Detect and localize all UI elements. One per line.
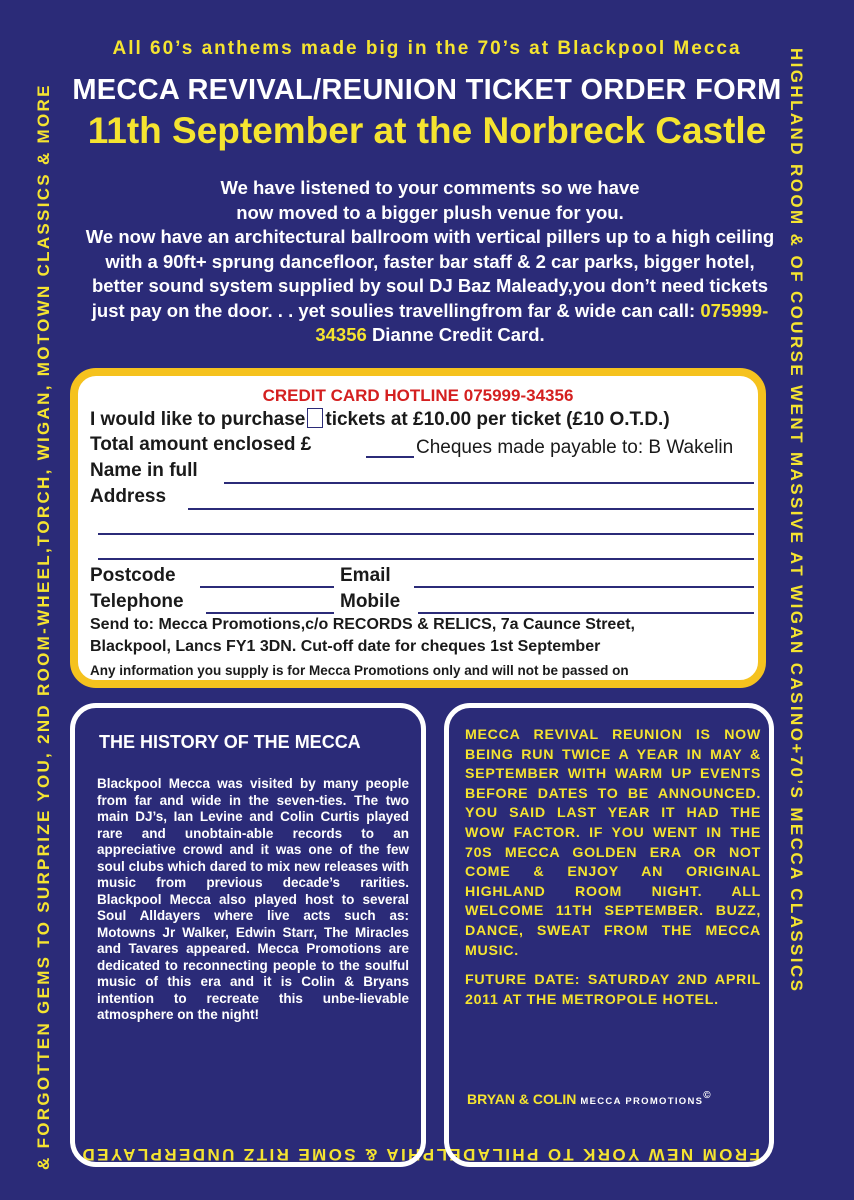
total-row	[90, 434, 311, 456]
address-label: Address	[90, 486, 167, 507]
intro-line-2: now moved to a bigger plush venue for you.	[236, 201, 624, 223]
address-field-3[interactable]	[98, 558, 754, 560]
history-title: THE HISTORY OF THE MECCA	[99, 732, 361, 752]
ticket-quantity-box[interactable]	[307, 408, 323, 428]
border-text-right: HIGHLAND ROOM & OF COURSE WENT MASSIVE AT WIGAN CASINO+70’S MECCA CLASSICS	[787, 48, 806, 994]
border-text-bottom: FROM NEW YORK TO PHILADELPHIA & SOME RITZ UNDERPLAYED	[80, 1145, 760, 1164]
border-text-top: All 60’s anthems made big in the 70’s at Blackpool Mecca	[112, 38, 742, 59]
send-to-line-1: Send to: Mecca Promotions,c/o RECORDS & RELICS, 7a Caunce Street,	[90, 616, 635, 633]
signature-names: BRYAN & COLIN	[467, 1091, 577, 1107]
mobile-label: Mobile	[340, 591, 401, 612]
history-panel	[70, 703, 426, 1167]
revival-body	[465, 726, 761, 1020]
event-title: 11th September at the Norbreck Castle	[87, 110, 767, 151]
postcode-label: Postcode	[90, 565, 176, 586]
mobile-field[interactable]	[418, 612, 754, 614]
intro-tail: Dianne Credit Card.	[371, 324, 545, 345]
privacy-note: Any information you supply is for Mecca Promotions only and will not be passed on	[90, 663, 629, 678]
name-field[interactable]	[224, 482, 754, 484]
signature	[467, 1090, 711, 1107]
total-label: Total amount enclosed £	[90, 434, 312, 455]
address-field-2[interactable]	[98, 533, 754, 535]
postcode-field[interactable]	[200, 586, 334, 588]
page-title: MECCA REVIVAL/REUNION TICKET ORDER FORM	[72, 74, 782, 106]
telephone-label: Telephone	[90, 591, 184, 612]
telephone-field[interactable]	[206, 612, 334, 614]
credit-card-hotline: CREDIT CARD HOTLINE 075999-34356	[262, 386, 574, 405]
intro-phone[interactable]: 075999-34356	[315, 299, 769, 345]
intro-text	[80, 176, 780, 348]
border-text-left: & FORGOTTEN GEMS TO SURPRIZE YOU, 2ND ROOM-WHEEL,TORCH, WIGAN, MOTOWN CLASSICS & MORE	[34, 83, 53, 1170]
intro-paragraph: We now have an architectural ballroom with vertical pillers up to a high ceiling with a 90ft+ sprung dancefloor, faster bar staff & 2 car parks, bigger hotel, better sound system supplied by soul DJ Baz Maleady,you don’t need tickets just pay on the door. . . yet soulies travellingfrom far & wide can call:	[85, 226, 775, 321]
purchase-label: I would like to purchase	[90, 409, 306, 430]
name-label: Name in full	[90, 460, 198, 481]
purchase-price-label: tickets at £10.00 per ticket (£10 O.T.D.)	[325, 409, 670, 430]
future-date: FUTURE DATE: SATURDAY 2ND APRIL 2011 AT THE METROPOLE HOTEL.	[465, 972, 761, 1008]
cheques-note: Cheques made payable to: B Wakelin	[416, 437, 734, 458]
email-field[interactable]	[414, 586, 754, 588]
email-label: Email	[340, 565, 391, 586]
intro-line-1: We have listened to your comments so we have	[220, 177, 640, 198]
send-to-line-2: Blackpool, Lancs FY1 3DN. Cut-off date for cheques 1st September	[90, 638, 601, 655]
total-amount-field[interactable]	[366, 456, 414, 458]
revival-panel	[444, 703, 774, 1167]
copyright-icon: ©	[703, 1090, 711, 1101]
address-field-1[interactable]	[188, 508, 754, 510]
history-body: Blackpool Mecca was visited by many people from far and wide in the seven-ties. The two main DJ’s, Ian Levine and Colin Curtis played rare and unobtain-able records to an appreciative crowd and it was one of the few soul clubs which dared to mix new releases with music from previous decade’s rarities. Blackpool Mecca also played host to several Soul Alldayers where live acts such as: Motowns Jr Walker, Edwin Starr, The Miracles and Tavares appeared. Mecca Promotions are dedicated to reconnecting people to the soulful music of this era and it is Colin & Bryans intention to recreate this unbe-lievable atmosphere on the night!	[97, 776, 409, 1022]
signature-promotions: MECCA PROMOTIONS	[580, 1096, 704, 1107]
order-form	[70, 368, 766, 688]
purchase-row	[90, 408, 670, 431]
revival-paragraph: MECCA REVIVAL REUNION IS NOW BEING RUN TWICE A YEAR IN MAY & SEPTEMBER WITH WARM UP EVENTS BEFORE DATES TO BE ANNOUNCED. YOU SAID LAST YEAR IT HAD THE WOW FACTOR. IF YOU WENT IN THE 70S MECCA GOLDEN ERA OR NOT COME & ENJOY AN ORIGINAL HIGHLAND ROOM NIGHT. ALL WELCOME 11TH SEPTEMBER. BUZZ, DANCE, SWEAT FROM THE MECCA MUSIC.	[465, 727, 761, 959]
